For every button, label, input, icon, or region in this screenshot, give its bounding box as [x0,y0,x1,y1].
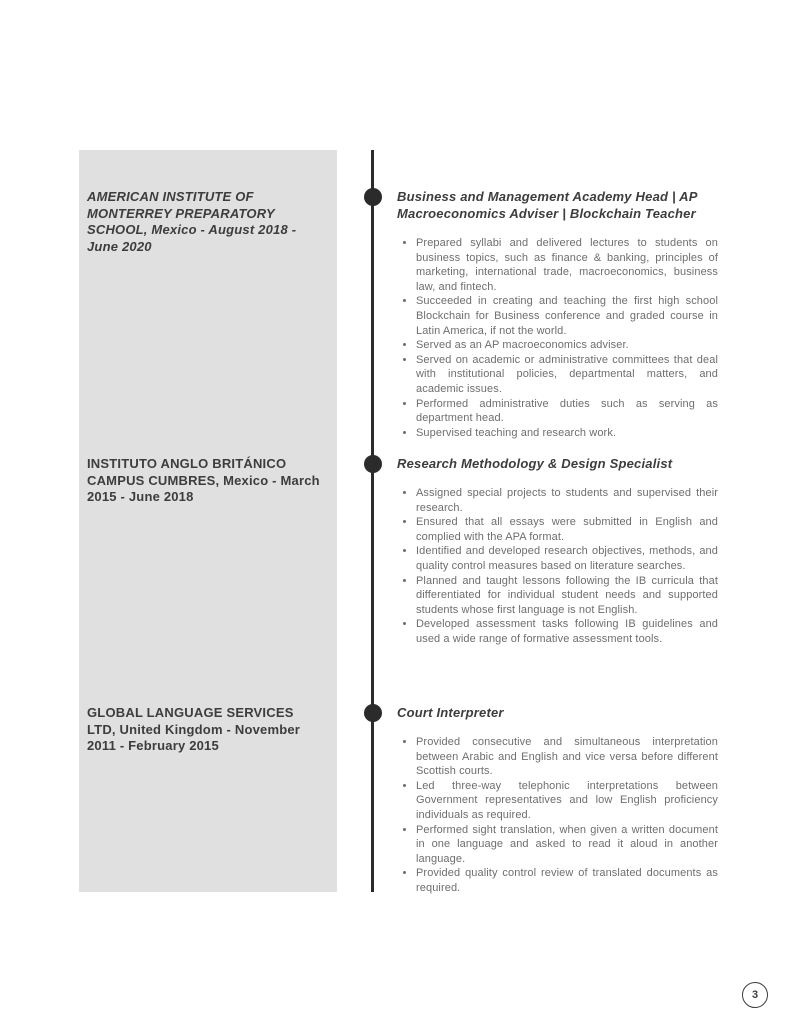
timeline-dot-icon [364,704,382,722]
job-bullet: • Assigned special projects to students and supervised their research. [416,486,718,515]
job-bullet-list [397,236,718,440]
job-details [397,704,718,896]
job-bullet-list [397,486,718,647]
job-bullet: • Identified and developed research objectives, methods, and quality control measures based on literature searches. [416,544,718,573]
job-bullet: • Developed assessment tasks following IB guidelines and used a wide range of formative assessment tools. [416,617,718,646]
job-bullet: • Prepared syllabi and delivered lectures to students on business topics, such as finance & banking, principles of marketing, international trade, macroeconomics, business law, and fintech. [416,236,718,294]
job-title: Research Methodology & Design Specialist [397,456,673,471]
employer-heading: AMERICAN INSTITUTE OF MONTERREY PREPARATORY SCHOOL, Mexico - August 2018 - June 2020 [87,189,297,254]
sidebar-background [79,150,337,892]
job-bullet: • Provided quality control review of translated documents as required. [416,866,718,895]
job-bullet: • Supervised teaching and research work. [416,426,718,441]
timeline-dot-icon [364,455,382,473]
job-bullet: • Led three-way telephonic interpretations between Government representatives and low English proficiency individuals as required. [416,779,718,823]
job-bullet: • Provided consecutive and simultaneous interpretation between Arabic and English and vice versa before different Scottish courts. [416,735,718,779]
job-bullet: • Performed administrative duties such as serving as department head. [416,397,718,426]
job-details [397,455,718,647]
job-bullet-list [397,735,718,896]
job-bullet: • Succeeded in creating and teaching the first high school Blockchain for Business conference and graded course in Latin America, if not the world. [416,294,718,338]
job-details [397,188,718,440]
job-title: Business and Management Academy Head | AP Macroeconomics Adviser | Blockchain Teacher [397,189,698,221]
job-bullet: • Ensured that all essays were submitted in English and complied with the APA format. [416,515,718,544]
employer-heading: INSTITUTO ANGLO BRITÁNICO CAMPUS CUMBRES, Mexico - March 2015 - June 2018 [87,456,320,504]
job-bullet: • Served on academic or administrative committees that deal with institutional policies, departmental matters, and academic issues. [416,353,718,397]
timeline-line [371,150,374,892]
job-bullet: • Planned and taught lessons following the IB curricula that differentiated for individual student needs and supported students whose first language is not English. [416,574,718,618]
job-bullet: • Served as an AP macroeconomics adviser. [416,338,718,353]
page-number-badge: 3 [742,982,768,1008]
timeline-dot-icon [364,188,382,206]
job-bullet: • Performed sight translation, when given a written document in one language and asked to read it aloud in another language. [416,823,718,867]
employer-heading: GLOBAL LANGUAGE SERVICES LTD, United Kingdom - November 2011 - February 2015 [87,705,301,753]
job-title: Court Interpreter [397,705,504,720]
